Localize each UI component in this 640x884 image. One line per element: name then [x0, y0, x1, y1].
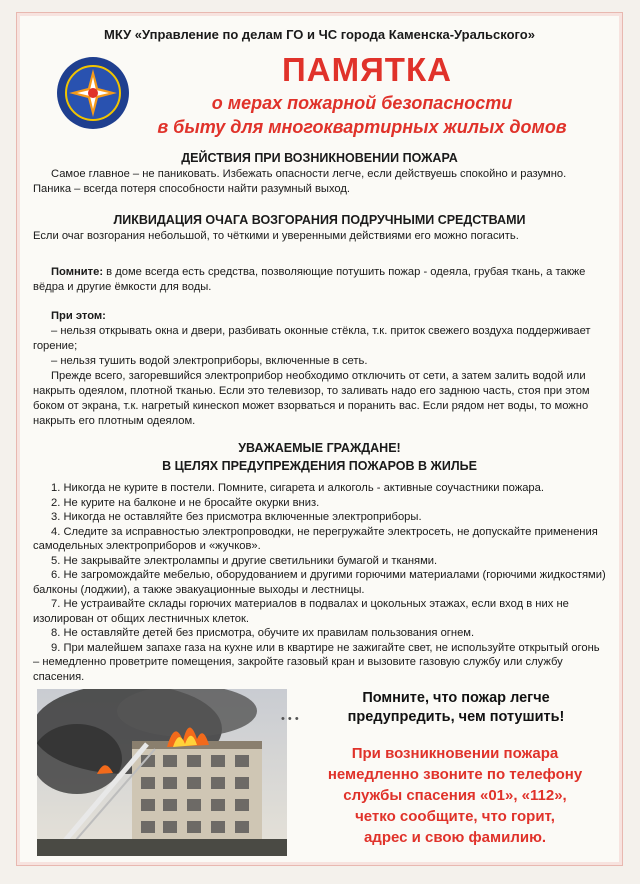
remember-label: Помните: — [51, 266, 104, 278]
decorative-dots: • • • — [281, 713, 299, 725]
memo-title: ПАМЯТКА — [282, 51, 452, 88]
call-line: немедленно звоните по телефону — [327, 766, 583, 783]
remember-text: в доме всегда есть средства, позволяющие потушить пожар - одеяла, грубая ткань, а также вёдра и другие ёмкости для воды. — [33, 266, 586, 293]
call-line: службы спасения «01», «112», — [343, 787, 567, 804]
list-item: 6. Не загромождайте мебелью, оборудованием и другими горючими материалами (горючими жидкостями) балконы (лоджии), а также эвакуационные выходы и лестницы. — [33, 569, 606, 596]
remember-paragraph — [33, 265, 606, 295]
emergency-call-text — [305, 743, 605, 848]
list-item: 7. Не устраивайте склады горючих материалов в подвалах и цокольных этажах, если вход в них не изолирован от общих лестничных клеток. — [33, 598, 569, 625]
section-heading-extinguish: ЛИКВИДАЦИЯ ОЧАГА ВОЗГОРАНИЯ ПОДРУЧНЫМИ СРЕДСТВАМИ — [113, 213, 526, 227]
list-item: 2. Не курите на балконе и не бросайте окурки вниз. — [51, 496, 320, 509]
burning-building-photo — [37, 689, 287, 856]
remember-slogan — [321, 689, 591, 727]
section-text-extinguish: Если очаг возгорания небольшой, то чёткими и уверенными действиями его можно погасить. — [33, 230, 519, 242]
prevention-heading: В ЦЕЛЯХ ПРЕДУПРЕЖДЕНИЯ ПОЖАРОВ В ЖИЛЬЕ — [162, 459, 477, 473]
rule-item-water: – нельзя тушить водой электроприборы, включенные в сеть. — [51, 355, 368, 367]
emchs-emblem-icon — [55, 55, 131, 131]
organization-name: МКУ «Управление по делам ГО и ЧС города Каменска-Уральского» — [104, 27, 535, 42]
prevention-list — [33, 481, 606, 684]
slogan-line-2: предупредить, чем потушить! — [347, 709, 565, 725]
list-item: 5. Не закрывайте электролампы и другие светильники бумагой и тканями. — [51, 554, 438, 567]
citizens-heading: УВАЖАЕМЫЕ ГРАЖДАНЕ! — [238, 441, 401, 455]
list-item: 1. Никогда не курите в постели. Помните, сигарета и алкоголь - активные соучастники пожара. — [51, 482, 544, 494]
call-line: При возникновении пожара — [351, 745, 559, 762]
memo-subtitle-2: в быту для многоквартирных жилых домов — [157, 117, 567, 137]
advice-paragraph: Прежде всего, загоревшийся электроприбор необходимо отключить от сети, а затем залить водой или накрыть одеялом, плотной тканью. Если это телевизор, то заливать надо его заднюю часть, стоя при этом боком от экрана, т.к. нагретый кинескоп может взорваться и поранить вас. Если рядом нет воды, то можно накрыть его плотным одеялом. — [33, 370, 590, 427]
slogan-line-1: Помните, что пожар легче — [362, 690, 550, 706]
section-heading-actions: ДЕЙСТВИЯ ПРИ ВОЗНИКНОВЕНИИ ПОЖАРА — [181, 151, 458, 165]
rule-item-windows: – нельзя открывать окна и двери, разбивать оконные стёкла, т.к. приток свежего воздуха поддерживает горение; — [33, 325, 591, 352]
call-line: адрес и свою фамилию. — [363, 829, 547, 846]
list-item: 9. При малейшем запахе газа на кухне или в квартире не зажигайте свет, не используйте открытый огонь – немедленно проветрите помещения, закройте газовый кран и вызовите газовую службу или службу спасения. — [33, 641, 600, 683]
list-item: 3. Никогда не оставляйте без присмотра включенные электроприборы. — [51, 511, 422, 523]
pri-etom-label: При этом: — [51, 310, 106, 322]
call-line: четко сообщите, что горит, — [355, 808, 555, 825]
memo-sheet — [16, 12, 623, 866]
memo-subtitle-1: о мерах пожарной безопасности — [211, 93, 513, 113]
list-item: 8. Не оставляйте детей без присмотра, обучите их правилам пользования огнем. — [51, 627, 475, 639]
section-text-actions: Самое главное – не паниковать. Избежать опасности легче, если действуешь спокойно и разумно. Паника – всегда потеря способности найти разумный выход. — [33, 168, 567, 195]
list-item: 4. Следите за исправностью электропроводки, не перегружайте электросеть, не допускайте применения самодельных электроприборов и «жучков». — [33, 525, 598, 552]
